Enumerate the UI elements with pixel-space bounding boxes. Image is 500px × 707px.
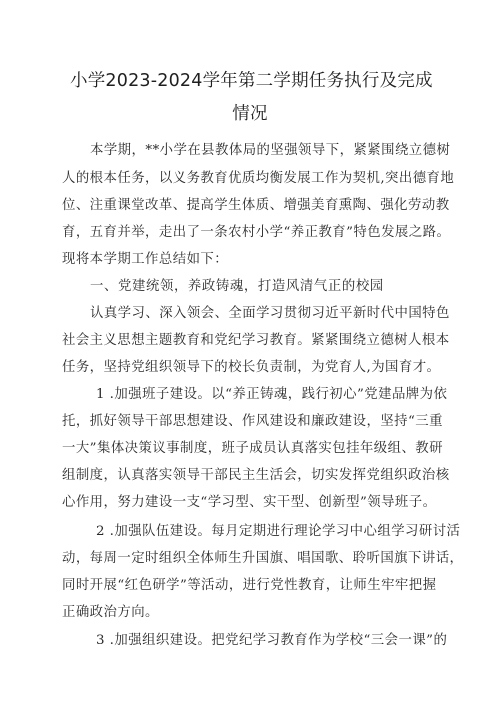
paragraph-line: 社会主义思想主题教育和党纪学习教育。紧紧围绕立德树人根本 [62,333,450,348]
paragraph-line: 本学期，**小学在县教体局的坚强领导下，紧紧围绕立德树 [90,143,451,158]
paragraph-line: 认真学习、深入领会、全面学习贯彻习近平新时代中国特色 [90,306,450,321]
paragraph-line: 现将本学期工作总结如下： [62,252,229,267]
numbered-item-line: 1 .加强班子建设。以“养正铸魂，践行初心”党建品牌为依 [96,387,448,402]
document-title-line-1: 小学2023-2024学年第二学期任务执行及完成 [70,71,433,91]
document-title-line-2: 情况 [232,104,268,124]
paragraph-line: 正确政治方向。 [62,605,159,620]
paragraph-line: 任务，坚持党组织领导下的校长负责制，为党育人,为国育才。 [62,360,441,375]
paragraph-line: 一大”集体决策议事制度，班子成员认真落实包挂年级组、教研 [62,441,443,456]
paragraph-line: 位、注重课堂改革、提高学生体质、增强美育熏陶、强化劳动教 [62,198,450,213]
paragraph-line: 同时开展“红色研学”等活动，进行党性教育，让师生牢牢把握 [62,578,437,593]
paragraph-line: 人的根本任务，以义务教育优质均衡发展工作为契机,突出德育地 [62,171,455,186]
section-heading: 一、党建统领，养政铸魂，打造风清气正的校园 [90,279,384,294]
paragraph-line: 心作用，努力建设一支“学习型、实干型、创新型”领导班子。 [62,495,437,510]
paragraph-line: 育，五育并举，走出了一条农村小学“养正教育”特色发展之路。 [62,225,451,240]
paragraph-line: 动，每周一定时组织全体师生升国旗、唱国歌、聆听国旗下讲话， [62,551,464,566]
paragraph-line: 组制度，认真落实领导干部民主生活会，切实发挥党组织政治核 [62,468,450,483]
numbered-item-line: 2 .加强队伍建设。每月定期进行理论学习中心组学习研讨活 [96,524,461,539]
numbered-item-line: 3 .加强组织建设。把党纪学习教育作为学校“三会一课”的 [96,633,448,648]
paragraph-line: 托，抓好领导干部思想建设、作风建设和廉政建设，坚持“三重 [62,414,443,429]
